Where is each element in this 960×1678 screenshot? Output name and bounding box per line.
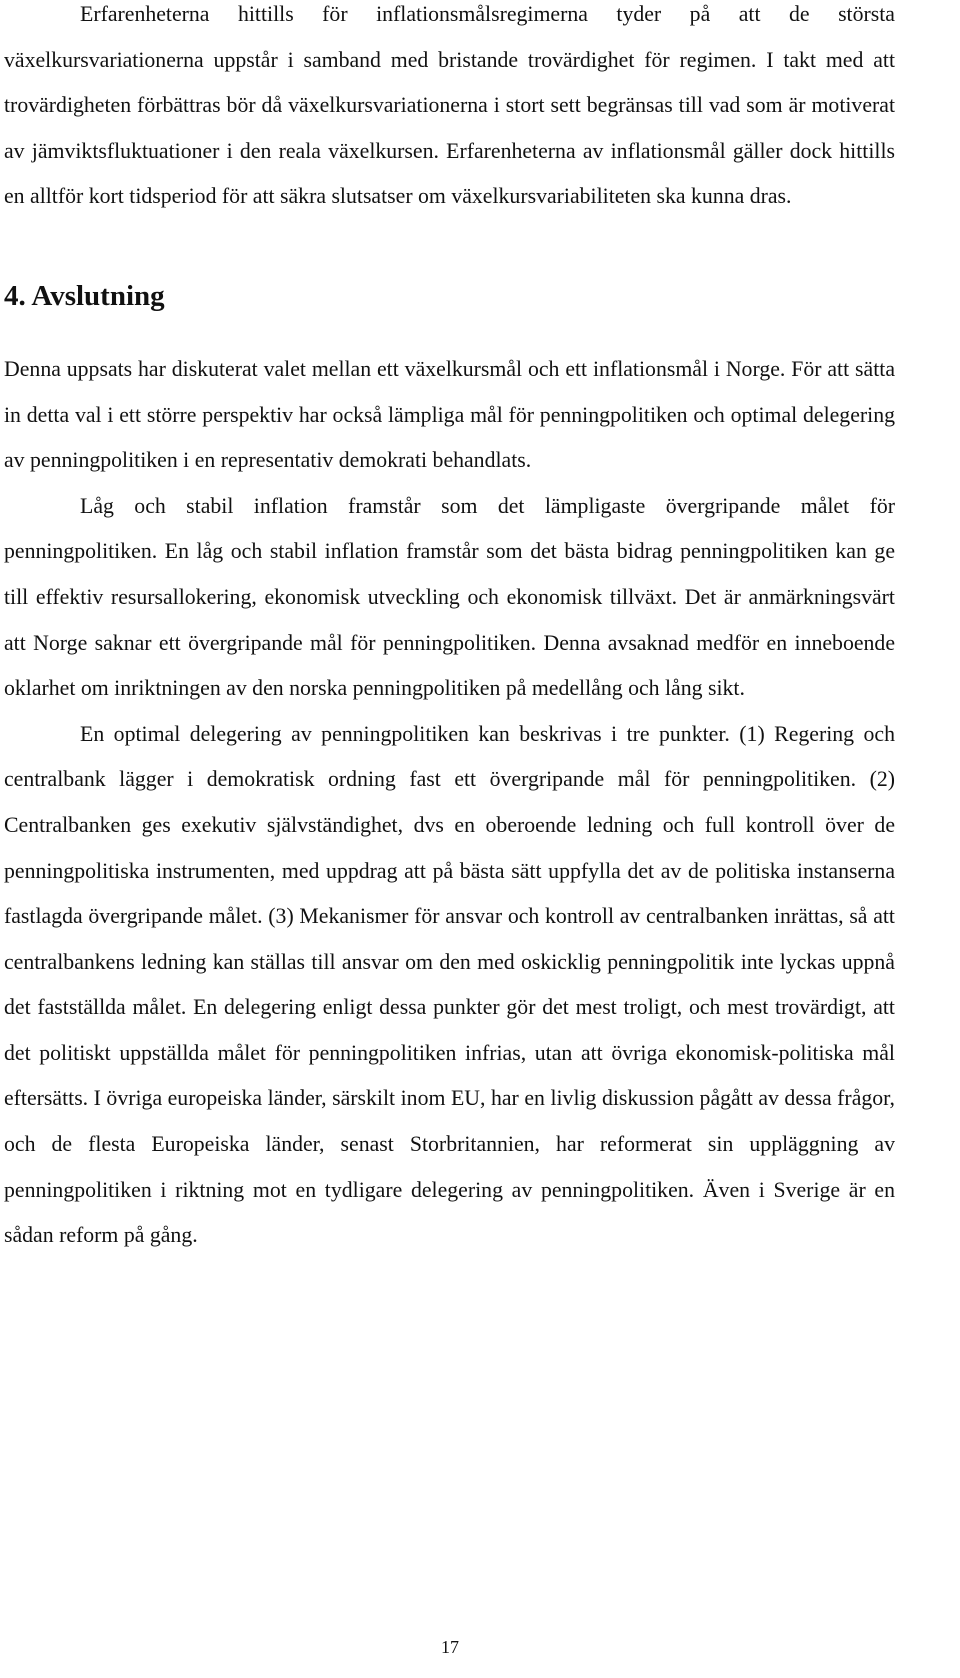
paragraph-exchange-rate-experience: Erfarenheterna hittills för inflationsmålsregimerna tyder på att de största växelkursvariationerna uppstår i samband med bristande trovärdighet för regimen. I takt med att trovärdigheten förbättras bör då växelkursvariationerna i stort sett begränsas till vad som är motiverat av jämviktsfluktuationer i den reala växelkursen. Erfarenheterna av inflationsmål gäller dock hittills en alltför kort tidsperiod för att säkra slutsatser om växelkursvariabiliteten ska kunna dras.	[4, 2, 895, 209]
paragraph-inflation-goal: Låg och stabil inflation framstår som det lämpligaste övergripande målet för penningpolitiken. En låg och stabil inflation framstår som det bästa bidrag penningpolitiken kan ge till effektiv resursallokering, ekonomisk utveckling och ekonomisk tillväxt. Det är anmärkningsvärt att Norge saknar ett övergripande mål för penningpolitiken. Denna avsaknad medför en inneboende oklarhet om inriktningen av den norska penningpolitiken på medellång och lång sikt.	[4, 493, 895, 701]
paragraph-summary: Denna uppsats har diskuterat valet mellan ett växelkursmål och ett inflationsmål i Norge. För att sätta in detta val i ett större perspektiv har också lämpliga mål för penningpolitiken och optimal delegering av penningpolitiken i en representativ demokrati behandlats.	[4, 356, 895, 473]
paragraph-delegation: En optimal delegering av penningpolitiken kan beskrivas i tre punkter. (1) Regering och centralbank lägger i demokratisk ordning fast ett övergripande mål för penningpolitiken. (2) Centralbanken ges exekutiv självständighet, dvs en oberoende ledning och full kontroll över de penningpolitiska instrumenten, med uppdrag att på bästa sätt uppfylla det av de politiska instanserna fastlagda övergripande målet. (3) Mekanismer för ansvar och kontroll av centralbanken inrättas, så att centralbankens ledning kan ställas till ansvar om den med oskicklig penningpolitik inte lyckas uppnå det fastställda målet. En delegering enligt dessa punkter gör det mest troligt, och mest trovärdigt, att det politiskt uppställda målet för penningpolitiken infrias, utan att övriga ekonomisk-politiska mål eftersätts. I övriga europeiska länder, särskilt inom EU, har en livlig diskussion pågått av dessa frågor, och de flesta Europeiska länder, senast Storbritannien, har reformerat sin uppläggning av penningpolitiken i riktning mot en tydligare delegering av penningpolitiken. Även i Sverige är en sådan reform på gång.	[4, 721, 895, 1248]
page-number: 17	[441, 1637, 459, 1657]
page-body	[4, 0, 895, 1259]
section-heading: 4. Avslutning	[4, 279, 165, 312]
